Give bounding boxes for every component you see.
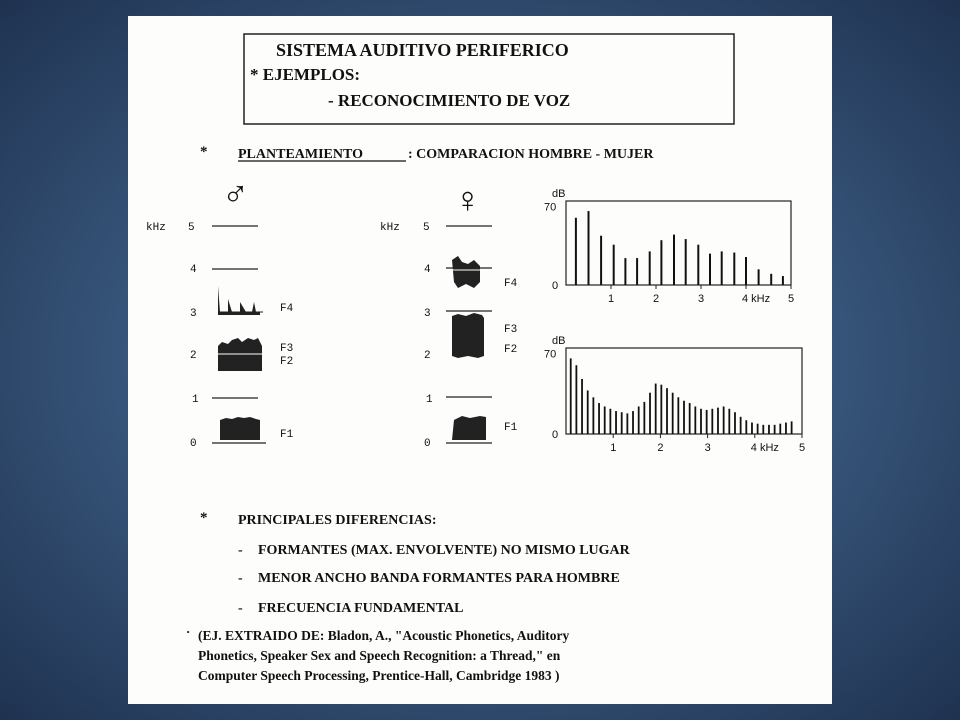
differences-bullet: *: [200, 510, 208, 526]
female-khz-label: kHz: [380, 222, 400, 234]
chart-xtick-label: 1: [610, 442, 617, 454]
difference-item-3: FRECUENCIA FUNDAMENTAL: [258, 601, 464, 616]
chart-xtick-label: 4 kHz: [750, 442, 779, 454]
chart-ylabel: dB: [552, 188, 566, 200]
reference-line-2: Phonetics, Speaker Sex and Speech Recognition: a Thread," en: [198, 648, 561, 663]
reference-line-1-text: (EJ. EXTRAIDO DE: Bladon, A., "Acoustic Phonetics, Auditory: [198, 628, 570, 643]
female-tick-4: 4: [424, 264, 431, 276]
differences-title: PRINCIPALES DIFERENCIAS:: [238, 513, 437, 528]
male-tick-5: 5: [188, 222, 195, 234]
slide-page: [128, 16, 832, 704]
female-formant-f4: F4: [504, 278, 518, 290]
male-symbol: ♂: [222, 173, 249, 214]
difference-dash-3: -: [238, 601, 243, 616]
female-spectrogram: [380, 222, 518, 450]
male-tick-2: 2: [190, 350, 197, 362]
female-tick-2: 2: [424, 350, 431, 362]
difference-item-2: MENOR ANCHO BANDA FORMANTES PARA HOMBRE: [258, 571, 620, 586]
female-tick-0: 0: [424, 438, 431, 450]
chart-xtick-label: 3: [704, 442, 711, 454]
chart-ytick-0: 0: [552, 429, 559, 441]
male-formant-f2: F2: [280, 356, 294, 368]
reference-line-3: Computer Speech Processing, Prentice-Hall, Cambridge 1983 ): [198, 668, 560, 683]
chart-xtick-label: 1: [608, 293, 615, 305]
chart-xtick-label: 4 kHz: [742, 293, 771, 305]
header-voice-recognition: - RECONOCIMIENTO DE VOZ: [328, 91, 571, 110]
chart-xtick-label: 2: [657, 442, 664, 454]
male-formant-f4: F4: [280, 303, 294, 315]
male-spectrogram: [146, 222, 294, 450]
chart-xtick-label: 5: [799, 442, 806, 454]
spectrum-chart-2: [544, 335, 805, 454]
female-tick-3: 3: [424, 308, 431, 320]
female-tick-1: 1: [426, 394, 433, 406]
difference-item-1: FORMANTES (MAX. ENVOLVENTE) NO MISMO LUGAR: [258, 543, 630, 558]
header-examples: * EJEMPLOS:: [250, 65, 361, 84]
male-formant-f3: F3: [280, 343, 294, 355]
difference-dash-1: -: [238, 543, 243, 558]
female-formant-f3: F3: [504, 324, 518, 336]
male-tick-4: 4: [190, 264, 197, 276]
document-canvas: [128, 16, 832, 704]
planteamiento-bullet: *: [200, 144, 208, 160]
male-khz-label: kHz: [146, 222, 166, 234]
reference-line-1: ·: [186, 624, 191, 639]
female-formant-f2: F2: [504, 344, 518, 356]
female-tick-5: 5: [423, 222, 430, 234]
chart-xtick-label: 5: [788, 293, 795, 305]
chart-ytick-0: 0: [552, 280, 559, 292]
header-title: SISTEMA AUDITIVO PERIFERICO: [276, 40, 569, 60]
male-formant-f1: F1: [280, 429, 294, 441]
spectrum-charts: [544, 188, 805, 454]
planteamiento-rest: : COMPARACION HOMBRE - MUJER: [408, 147, 654, 162]
chart-ylabel: dB: [552, 335, 566, 347]
spectrum-chart-1: [544, 188, 794, 305]
chart-xtick-label: 2: [653, 293, 660, 305]
male-tick-3: 3: [190, 308, 197, 320]
male-tick-1: 1: [192, 394, 199, 406]
difference-dash-2: -: [238, 571, 243, 586]
chart-ytick-70: 70: [544, 201, 557, 214]
female-formant-f1: F1: [504, 422, 518, 434]
chart-ytick-70: 70: [544, 348, 557, 361]
chart-frame: [566, 201, 791, 285]
male-tick-0: 0: [190, 438, 197, 450]
female-symbol: ♀: [454, 179, 481, 220]
chart-xtick-label: 3: [698, 293, 705, 305]
planteamiento-label: PLANTEAMIENTO: [238, 147, 363, 162]
